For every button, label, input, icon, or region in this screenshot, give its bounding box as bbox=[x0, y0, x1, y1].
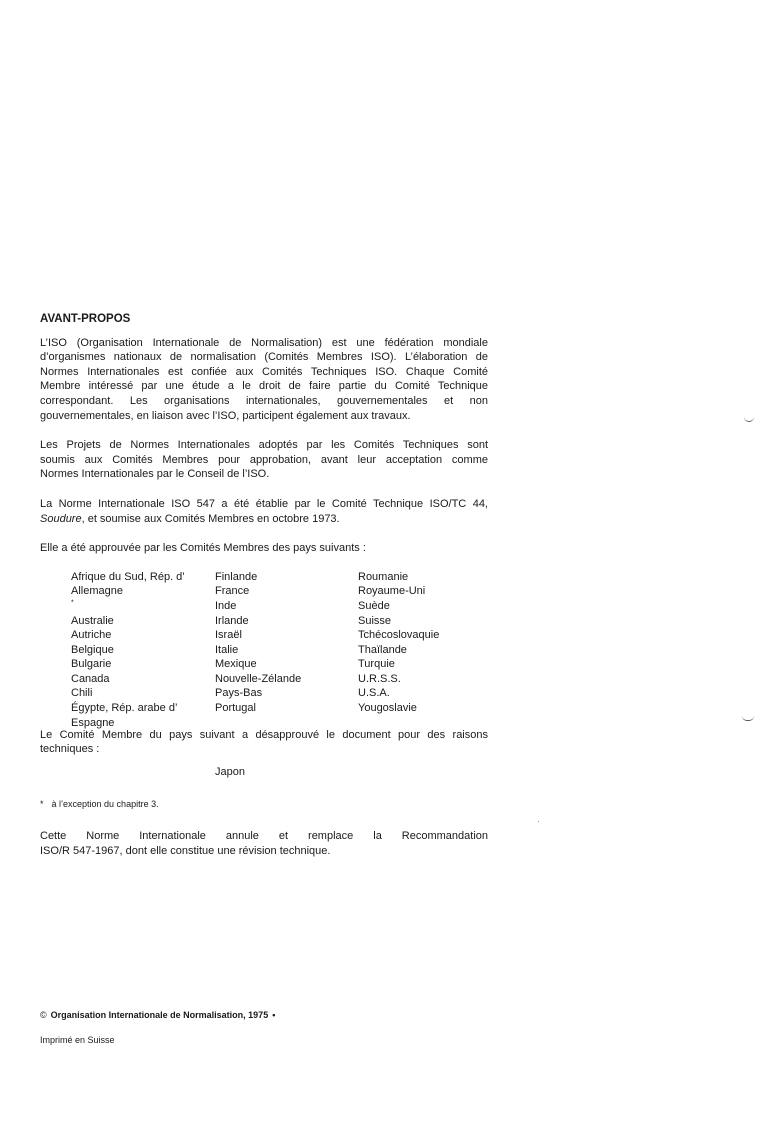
country-item: Suisse bbox=[358, 614, 392, 627]
countries-column-3 bbox=[358, 570, 439, 716]
country-item: France bbox=[215, 585, 250, 598]
footnote-star: * bbox=[40, 798, 44, 809]
margin-mark bbox=[744, 417, 754, 422]
country-item: Pays-Bas bbox=[215, 687, 263, 700]
country-item: Australie bbox=[71, 614, 114, 627]
country-item: Italie bbox=[215, 643, 239, 656]
text-line: soumis aux Comités Membres pour approbation, avant leur acceptation comme bbox=[40, 453, 488, 466]
country-item: Suède bbox=[358, 599, 390, 612]
country-item: U.R.S.S. bbox=[358, 672, 401, 685]
country-item: Royaume-Uni bbox=[358, 585, 426, 598]
paragraph-iso-547 bbox=[40, 497, 488, 526]
country-item: Égypte, Rép. arabe d’ bbox=[71, 702, 178, 715]
disapproving-country: Japon bbox=[215, 765, 245, 778]
country-item: Afrique du Sud, Rép. d’ bbox=[71, 570, 185, 583]
country-item: Turquie bbox=[358, 658, 395, 671]
copyright-icon: © bbox=[40, 1010, 47, 1020]
country-item: Portugal bbox=[215, 702, 256, 715]
section-heading: AVANT-PROPOS bbox=[40, 313, 131, 325]
footnote bbox=[40, 797, 488, 812]
country-item: Belgique bbox=[71, 643, 114, 656]
paragraph-iso-intro bbox=[40, 336, 488, 424]
text-line: techniques : bbox=[40, 743, 100, 756]
committee-name: Soudure bbox=[40, 512, 82, 525]
country-item: Tchécoslovaquie bbox=[358, 629, 440, 642]
text-line: ISO/R 547-1967, dont elle constitue une révision technique. bbox=[40, 844, 331, 857]
country-item: Bulgarie bbox=[71, 658, 112, 671]
text-line: Cette Norme Internationale annule et remplace la Recommandation bbox=[40, 830, 488, 843]
country-item: U.S.A. bbox=[358, 687, 390, 700]
printed-in-notice: Imprimé en Suisse bbox=[40, 1035, 115, 1045]
text-line: La Norme Internationale ISO 547 a été établie par le Comité Technique ISO/TC 44, bbox=[40, 497, 488, 510]
bullet-icon: • bbox=[272, 1010, 276, 1020]
scan-speck bbox=[538, 821, 539, 822]
text-line: Les Projets de Normes Internationales adoptés par les Comités Techniques sont bbox=[40, 439, 488, 452]
margin-mark bbox=[742, 716, 754, 721]
country-item: Inde bbox=[215, 599, 237, 612]
footnote-text: à l’exception du chapitre 3. bbox=[51, 798, 159, 809]
copyright-text: Organisation Internationale de Normalisation, 1975 bbox=[50, 1010, 269, 1020]
country-item: Finlande bbox=[215, 570, 258, 583]
text-line: Le Comité Membre du pays suivant a désapprouvé le document pour des raisons bbox=[40, 728, 488, 741]
countries-column-2 bbox=[215, 570, 301, 716]
text-line: L’ISO (Organisation Internationale de Normalisation) est une fédération mondiale bbox=[40, 336, 488, 349]
country-item: Roumanie bbox=[358, 570, 409, 583]
text-fragment: , et soumise aux Comités Membres en octobre 1973. bbox=[81, 512, 340, 525]
country-item: Yougoslavie bbox=[358, 702, 417, 715]
paragraph-draft-standards bbox=[40, 438, 488, 482]
copyright-notice bbox=[40, 1010, 275, 1020]
country-item: Thaïlande bbox=[358, 643, 407, 656]
text-line: correspondant. Les organisations internationales, gouvernementales et non bbox=[40, 394, 488, 407]
text-line: Membre intéressé par une étude a le droit de faire partie du Comité Technique bbox=[40, 380, 488, 393]
country-item: Irlande bbox=[215, 614, 249, 627]
text-line bbox=[40, 512, 488, 527]
footnote-marker: * bbox=[71, 599, 74, 607]
paragraph-approval: Elle a été approuvée par les Comités Membres des pays suivants : bbox=[40, 542, 366, 555]
country-item: Chili bbox=[71, 687, 93, 700]
paragraph-cancels-recommendation bbox=[40, 829, 488, 858]
country-name: Allemagne bbox=[71, 585, 123, 598]
text-line: d’organismes nationaux de normalisation (Comités Membres ISO). L’élaboration de bbox=[40, 351, 488, 364]
country-item: Nouvelle-Zélande bbox=[215, 672, 302, 685]
countries-column-1 bbox=[71, 570, 185, 731]
foreword-section bbox=[40, 312, 488, 873]
country-item: Canada bbox=[71, 672, 110, 685]
country-item bbox=[71, 584, 185, 613]
country-item: Israël bbox=[215, 629, 242, 642]
country-item: Autriche bbox=[71, 629, 112, 642]
text-line: Normes Internationales est confiée aux Comités Techniques ISO. Chaque Comité bbox=[40, 365, 488, 378]
text-line: gouvernementales, en liaison avec l’ISO, participent également aux travaux. bbox=[40, 409, 411, 422]
country-item: Mexique bbox=[215, 658, 257, 671]
paragraph-disapproval bbox=[40, 728, 488, 757]
country-item: Espagne bbox=[71, 716, 115, 729]
approving-countries-list bbox=[40, 570, 488, 729]
text-line: Normes Internationales par le Conseil de l’ISO. bbox=[40, 468, 270, 481]
